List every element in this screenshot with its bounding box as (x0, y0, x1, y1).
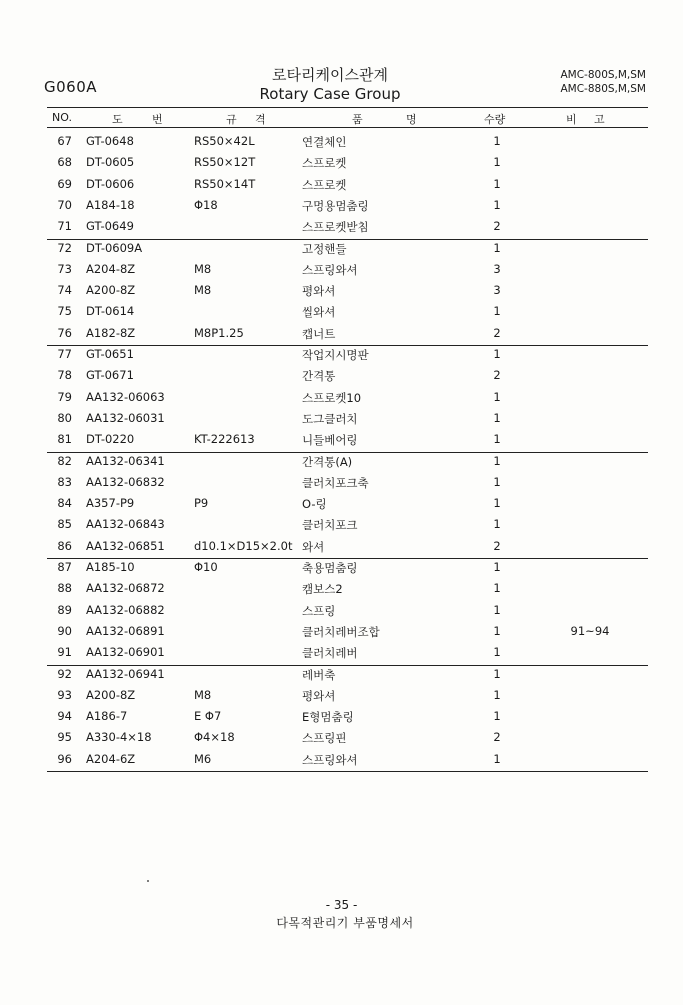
row-no: 94 (57, 709, 72, 724)
row-quantity: 1 (493, 602, 501, 617)
row-quantity: 2 (493, 325, 501, 340)
row-part-number: DT-0220 (86, 432, 135, 447)
row-part-number: A185-10 (86, 560, 135, 574)
group-divider (47, 771, 648, 772)
row-part-number: DT-0609A (86, 240, 143, 255)
row-spec: RS50×42L (194, 134, 255, 148)
row-quantity: 2 (493, 219, 501, 234)
table-row (0, 475, 683, 496)
row-spec: Φ18 (194, 197, 218, 212)
row-quantity: 1 (493, 240, 501, 255)
row-part-number: AA132-06843 (86, 517, 165, 532)
row-part-number: GT-0648 (86, 134, 134, 148)
row-spec: P9 (194, 496, 209, 511)
row-quantity: 1 (493, 623, 501, 638)
row-spec: RS50×14T (194, 176, 256, 191)
row-no: 85 (57, 517, 72, 532)
row-spec: d10.1×D15×2.0t (194, 538, 293, 553)
row-part-number: AA132-06891 (86, 623, 165, 638)
row-part-number: A204-6Z (86, 751, 136, 766)
model-list (560, 68, 646, 96)
row-quantity: 2 (493, 538, 501, 553)
row-part-number: DT-0606 (86, 176, 135, 191)
row-no: 87 (57, 560, 72, 574)
row-no: 73 (57, 261, 72, 276)
table-row (0, 517, 683, 538)
model-line-2: AMC-880S,M,SM (560, 83, 646, 95)
table-row (0, 432, 683, 453)
table-row (0, 304, 683, 325)
row-no: 71 (57, 219, 72, 234)
row-part-number: AA132-06872 (86, 581, 165, 596)
table-row (0, 624, 683, 645)
row-part-name: 스프링 (302, 603, 336, 618)
row-part-name: 간격통 (302, 369, 336, 384)
row-part-number: DT-0614 (86, 304, 135, 319)
row-part-number: AA132-06851 (86, 538, 165, 553)
row-remark: 91~94 (570, 623, 610, 638)
table-top-rule (47, 107, 648, 108)
header-name-1: 품 (352, 113, 363, 126)
row-no: 95 (57, 730, 72, 745)
table-row (0, 667, 683, 688)
row-quantity: 1 (493, 347, 501, 361)
row-part-name: 스프로켓받침 (302, 220, 369, 235)
group-divider (47, 665, 648, 666)
row-part-name: 씰와셔 (302, 305, 336, 320)
row-part-name: 스프링와셔 (302, 262, 358, 277)
row-no: 93 (57, 687, 72, 702)
table-row (0, 198, 683, 219)
row-part-name: 와셔 (302, 539, 325, 554)
group-divider (47, 558, 648, 559)
row-part-name: 캡너트 (302, 326, 336, 341)
row-part-number: AA132-06031 (86, 410, 165, 425)
group-code: G060A (44, 78, 98, 96)
row-part-name: 축용멈춤링 (302, 561, 358, 575)
row-no: 72 (57, 240, 72, 255)
row-quantity: 1 (493, 155, 501, 170)
table-row (0, 581, 683, 602)
scan-speck (147, 880, 149, 882)
table-row (0, 560, 683, 581)
row-no: 77 (57, 347, 72, 361)
row-spec: Φ10 (194, 560, 218, 574)
row-quantity: 1 (493, 410, 501, 425)
header-qty: 수량 (484, 113, 506, 126)
header-remark-1: 비 (566, 113, 577, 126)
row-no: 92 (57, 666, 72, 681)
row-part-number: AA132-06882 (86, 602, 165, 617)
row-part-name: 평와셔 (302, 284, 336, 299)
table-row (0, 347, 683, 368)
row-spec: KT-222613 (194, 432, 255, 447)
row-part-number: AA132-06063 (86, 389, 165, 404)
row-part-number: GT-0651 (86, 347, 134, 361)
row-no: 81 (57, 432, 72, 447)
row-part-number: GT-0671 (86, 368, 134, 383)
row-quantity: 1 (493, 389, 501, 404)
table-row (0, 454, 683, 475)
row-part-number: AA132-06901 (86, 645, 165, 660)
header-no: NO. (52, 111, 72, 124)
row-spec: M8 (194, 261, 212, 276)
row-part-name: 간격통(A) (302, 454, 353, 469)
row-no: 84 (57, 496, 72, 511)
row-part-name: 구멍용멈춤링 (302, 198, 369, 213)
table-row (0, 155, 683, 176)
row-no: 69 (57, 176, 72, 191)
row-part-name: 스프링와셔 (302, 752, 358, 767)
row-no: 67 (57, 134, 72, 148)
row-part-name: 스프로켓10 (302, 390, 362, 405)
row-quantity: 1 (493, 581, 501, 596)
row-no: 96 (57, 751, 72, 766)
row-part-name: 캠보스2 (302, 582, 343, 597)
row-quantity: 1 (493, 474, 501, 489)
row-no: 90 (57, 623, 72, 638)
table-row (0, 368, 683, 389)
table-row (0, 709, 683, 730)
row-no: 80 (57, 410, 72, 425)
row-no: 78 (57, 368, 72, 383)
table-row (0, 603, 683, 624)
table-row (0, 262, 683, 283)
row-part-name: 작업지시명판 (302, 348, 369, 362)
row-spec: M8 (194, 687, 212, 702)
header-part-1: 도 (112, 113, 123, 126)
row-part-number: A357-P9 (86, 496, 135, 511)
table-row (0, 645, 683, 666)
row-part-name: O-링 (302, 497, 327, 512)
table-row (0, 390, 683, 411)
row-part-name: 레버축 (302, 667, 336, 682)
row-quantity: 1 (493, 134, 501, 148)
row-no: 79 (57, 389, 72, 404)
group-divider (47, 239, 648, 240)
table-row (0, 134, 683, 155)
row-part-number: A182-8Z (86, 325, 136, 340)
row-spec: Φ4×18 (194, 730, 235, 745)
row-part-number: A204-8Z (86, 261, 136, 276)
document-title: 다목적관리기 부품명세서 (276, 916, 414, 930)
row-part-name: 연결체인 (302, 135, 347, 149)
row-part-number: DT-0605 (86, 155, 135, 170)
row-no: 70 (57, 197, 72, 212)
header-remark-2: 고 (594, 113, 605, 126)
row-part-number: AA132-06832 (86, 474, 165, 489)
row-part-name: 클러치레버조합 (302, 624, 380, 639)
row-part-name: E형멈춤링 (302, 710, 354, 725)
row-quantity: 1 (493, 453, 501, 468)
row-part-number: A330-4×18 (86, 730, 152, 745)
row-no: 68 (57, 155, 72, 170)
table-row (0, 411, 683, 432)
row-part-number: GT-0649 (86, 219, 134, 234)
group-divider (47, 345, 648, 346)
row-quantity: 2 (493, 730, 501, 745)
row-part-name: 클러치포크 (302, 518, 358, 533)
row-part-name: 고정핸들 (302, 241, 347, 256)
page-number: - 35 - (325, 898, 358, 912)
row-part-name: 스프로켓 (302, 156, 347, 171)
group-divider (47, 452, 648, 453)
table-row (0, 241, 683, 262)
group-title-english: Rotary Case Group (259, 85, 401, 103)
table-row (0, 688, 683, 709)
table-row (0, 539, 683, 560)
row-no: 86 (57, 538, 72, 553)
row-no: 74 (57, 283, 72, 298)
row-part-number: A200-8Z (86, 687, 136, 702)
row-quantity: 1 (493, 709, 501, 724)
header-spec-2: 격 (255, 113, 266, 126)
model-line-1: AMC-800S,M,SM (560, 69, 646, 81)
row-quantity: 1 (493, 197, 501, 212)
row-quantity: 1 (493, 751, 501, 766)
table-row (0, 326, 683, 347)
row-part-name: 스프링핀 (302, 731, 347, 746)
row-part-number: A200-8Z (86, 283, 136, 298)
row-no: 89 (57, 602, 72, 617)
table-row (0, 177, 683, 198)
table-row (0, 219, 683, 240)
row-no: 75 (57, 304, 72, 319)
row-spec: M8 (194, 283, 212, 298)
row-no: 88 (57, 581, 72, 596)
table-row (0, 752, 683, 773)
row-part-number: A186-7 (86, 709, 128, 724)
row-no: 91 (57, 645, 72, 660)
row-part-name: 클러치레버 (302, 646, 358, 661)
header-name-2: 명 (406, 113, 417, 126)
row-part-number: AA132-06341 (86, 453, 165, 468)
row-quantity: 1 (493, 176, 501, 191)
row-part-name: 스프로켓 (302, 177, 347, 192)
row-part-name: 평와셔 (302, 688, 336, 703)
table-row (0, 730, 683, 751)
table-row (0, 496, 683, 517)
row-quantity: 3 (493, 283, 501, 298)
row-quantity: 2 (493, 368, 501, 383)
row-quantity: 1 (493, 560, 501, 574)
table-row (0, 283, 683, 304)
row-part-number: AA132-06941 (86, 666, 165, 681)
row-quantity: 1 (493, 666, 501, 681)
row-spec: M8P1.25 (194, 325, 244, 340)
table-header-rule (47, 127, 648, 128)
row-quantity: 1 (493, 304, 501, 319)
row-part-name: 클러치포크축 (302, 475, 369, 490)
row-part-name: 니들베어링 (302, 433, 358, 448)
row-quantity: 3 (493, 261, 501, 276)
row-part-name: 도그클러치 (302, 411, 358, 426)
header-part-2: 번 (152, 113, 163, 126)
row-quantity: 1 (493, 687, 501, 702)
row-no: 83 (57, 474, 72, 489)
row-spec: M6 (194, 751, 212, 766)
row-spec: E Φ7 (194, 709, 222, 724)
row-no: 82 (57, 453, 72, 468)
row-quantity: 1 (493, 496, 501, 511)
row-part-number: A184-18 (86, 197, 135, 212)
group-title-korean: 로타리케이스관계 (272, 66, 388, 84)
row-no: 76 (57, 325, 72, 340)
row-quantity: 1 (493, 517, 501, 532)
row-quantity: 1 (493, 432, 501, 447)
row-spec: RS50×12T (194, 155, 256, 170)
header-spec-1: 규 (226, 113, 237, 126)
row-quantity: 1 (493, 645, 501, 660)
